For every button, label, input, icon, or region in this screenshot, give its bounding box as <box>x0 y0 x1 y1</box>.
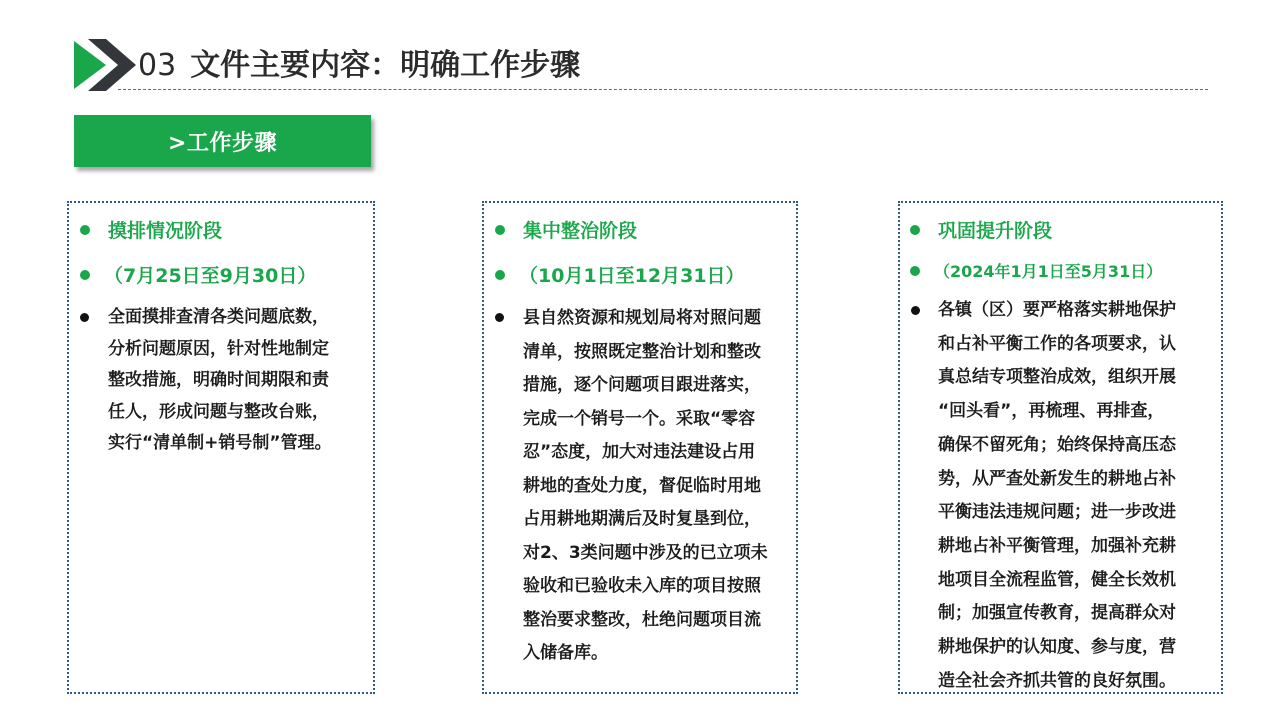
stage-1-period-row <box>80 261 316 288</box>
stage-3-period-row <box>910 259 1162 282</box>
bullet-icon <box>911 306 920 315</box>
description-line: 各镇（区）要严格落实耕地保护 <box>938 300 1176 320</box>
stage-2-description <box>523 302 793 671</box>
description-line: 整改措施，明确时间期限和责 <box>108 370 329 390</box>
description-line: 占用耕地期满后及时复垦到位， <box>523 509 761 529</box>
description-line: “回头看”，再梳理、再排查， <box>938 401 1165 422</box>
section-number: 03 <box>138 48 177 83</box>
bullet-icon <box>80 270 90 280</box>
section-label: >工作步骤 <box>74 115 371 167</box>
title-text: 文件主要内容：明确工作步骤 <box>190 48 581 83</box>
stage-3-description <box>938 294 1213 698</box>
description-line: 措施，逐个问题项目跟进落实， <box>523 375 761 395</box>
description-line: 和占补平衡工作的各项要求，认 <box>938 333 1176 354</box>
stage-2-title: 集中整治阶段 <box>523 220 638 242</box>
stage-1-period: （7月25日至9月30日） <box>104 265 317 287</box>
bullet-icon <box>495 313 504 322</box>
description-line: 清单，按照既定整治计划和整改 <box>523 341 761 362</box>
description-line: 确保不留死角；始终保持高压态 <box>938 434 1176 455</box>
stage-3-title: 巩固提升阶段 <box>938 220 1053 242</box>
stage-2-period-row <box>495 261 745 288</box>
description-line: 对2、3类问题中涉及的已立项未 <box>523 542 768 563</box>
description-line: 平衡违法违规问题；进一步改进 <box>938 502 1176 523</box>
stage-1-title-row <box>80 216 222 243</box>
description-line: 实行“清单制+销号制”管理。 <box>108 433 332 453</box>
bullet-icon <box>910 225 920 235</box>
bullet-icon <box>495 225 505 235</box>
stage-1-title: 摸排情况阶段 <box>108 220 223 242</box>
description-line: 地项目全流程监管，健全长效机 <box>938 569 1176 590</box>
description-line: 真总结专项整治成效，组织开展 <box>938 367 1176 388</box>
stage-3-period: （2024年1月1日至5月31日） <box>934 262 1163 281</box>
bullet-icon <box>80 225 90 235</box>
page-title <box>138 46 580 86</box>
description-line: 耕地的查处力度，督促临时用地 <box>523 475 761 496</box>
description-line: 耕地占补平衡管理，加强补充耕 <box>938 535 1176 556</box>
bullet-icon <box>80 313 89 322</box>
description-line: 耕地保护的认知度、参与度，营 <box>938 637 1176 658</box>
description-line: 整治要求整改，杜绝问题项目流 <box>523 609 761 630</box>
description-line: 完成一个销号一个。采取“零容 <box>523 408 756 429</box>
description-line: 制；加强宣传教育，提高群众对 <box>938 603 1176 624</box>
description-line: 造全社会齐抓共管的良好氛围。 <box>938 670 1176 691</box>
description-line: 全面摸排查清各类问题底数， <box>108 307 329 327</box>
description-line: 分析问题原因，针对性地制定 <box>108 338 329 359</box>
description-line: 验收和已验收未入库的项目按照 <box>523 576 761 596</box>
chevron-logo-icon <box>74 39 136 91</box>
stage-2-title-row <box>495 216 637 243</box>
description-line: 势，从严查处新发生的耕地占补 <box>938 468 1176 489</box>
description-line: 忍”态度，加大对违法建设占用 <box>523 442 756 462</box>
description-line: 入储备库。 <box>523 643 608 663</box>
stage-2-period: （10月1日至12月31日） <box>519 265 745 287</box>
bullet-icon <box>495 270 505 280</box>
description-line: 任人，形成问题与整改台账， <box>108 401 329 422</box>
header-divider <box>118 89 1208 90</box>
stage-1-description <box>108 302 368 460</box>
bullet-icon <box>910 266 920 276</box>
description-line: 县自然资源和规划局将对照问题 <box>523 308 761 328</box>
stage-3-title-row <box>910 216 1052 243</box>
